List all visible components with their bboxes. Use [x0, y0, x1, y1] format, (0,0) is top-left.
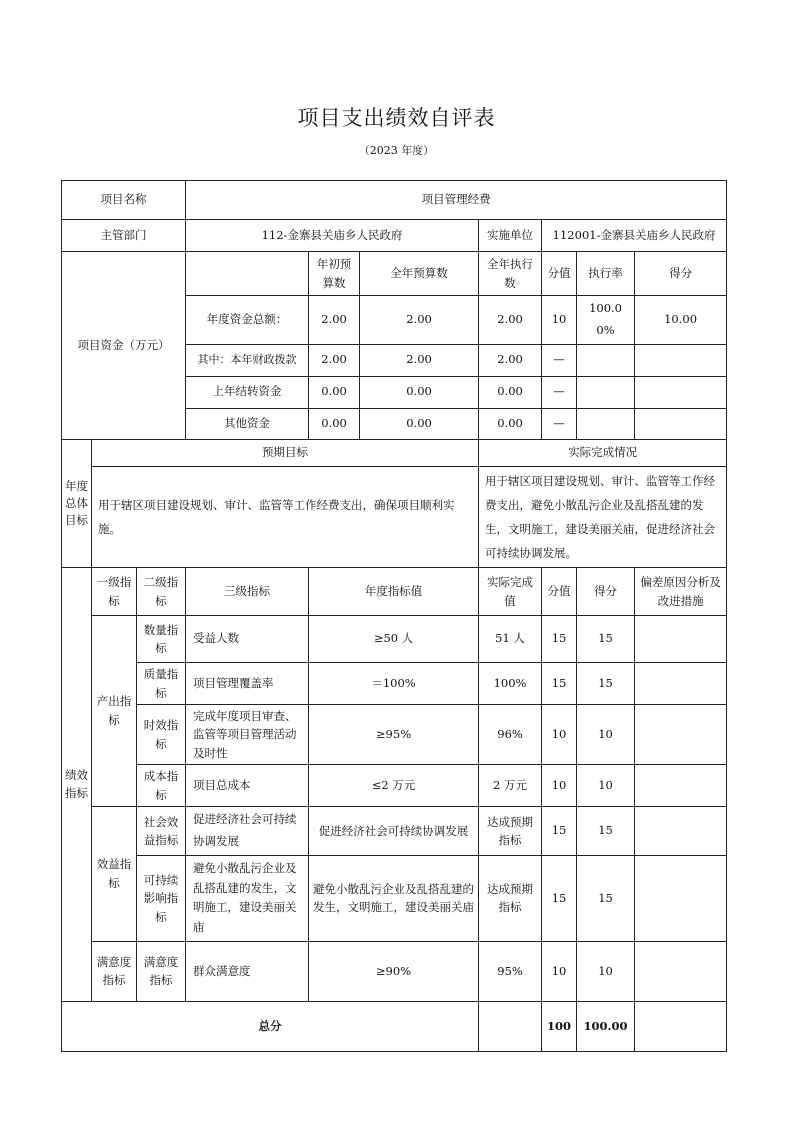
goals-header-row [62, 439, 727, 466]
indicator-score: 10 [577, 765, 635, 807]
goals-content-row [62, 466, 727, 568]
indicator-row [62, 941, 727, 1001]
funds-header-executed: 全年执行数 [479, 252, 542, 296]
funds-row-score [635, 376, 727, 408]
indicator-target: ＝100% [309, 663, 479, 705]
indicator-level1-satisfaction: 满意度指标 [92, 941, 137, 1001]
indicator-target: 促进经济社会可持续协调发展 [309, 807, 479, 856]
total-deviation-blank [635, 1001, 727, 1051]
indicator-level2: 数量指标 [137, 616, 186, 663]
self-evaluation-table [61, 180, 727, 1052]
indicator-level2: 满意度指标 [137, 941, 186, 1001]
funds-row-annual: 2.00 [360, 344, 479, 376]
indicator-score: 10 [577, 941, 635, 1001]
indicator-level3: 群众满意度 [186, 941, 309, 1001]
goals-actual-text: 用于辖区项目建设规划、审计、监管等工作经费支出，避免小散乱污企业及乱搭乱建的发生，文明施工，建设美丽关庙，促进经济社会可持续协调发展。 [479, 466, 727, 568]
indicator-row [62, 765, 727, 807]
indicator-actual: 2 万元 [479, 765, 542, 807]
indicator-level2: 时效指标 [137, 705, 186, 765]
total-weight: 100 [542, 1001, 577, 1051]
indicator-target: ≥90% [309, 941, 479, 1001]
indicator-actual: 达成预期指标 [479, 855, 542, 941]
indicator-actual: 96% [479, 705, 542, 765]
indicator-score: 15 [577, 616, 635, 663]
indicator-header-weight: 分值 [542, 568, 577, 616]
indicator-weight: 15 [542, 855, 577, 941]
indicator-header-level1: 一级指标 [92, 568, 137, 616]
funds-row-weight: 10 [542, 296, 577, 345]
indicator-row [62, 807, 727, 856]
department-row [62, 220, 727, 252]
funds-header-rate: 执行率 [577, 252, 635, 296]
funds-row-initial: 2.00 [309, 296, 360, 345]
indicator-deviation [635, 765, 727, 807]
funds-header-score: 得分 [635, 252, 727, 296]
indicator-deviation [635, 941, 727, 1001]
indicator-level2: 社会效益指标 [137, 807, 186, 856]
indicator-level2: 成本指标 [137, 765, 186, 807]
funds-header-annual: 全年预算数 [360, 252, 479, 296]
indicator-level3: 促进经济社会可持续协调发展 [186, 807, 309, 856]
impl-value: 112001-金寨县关庙乡人民政府 [542, 220, 727, 252]
impl-label: 实施单位 [479, 220, 542, 252]
funds-row-initial: 2.00 [309, 344, 360, 376]
indicator-target: ≥95% [309, 705, 479, 765]
indicator-weight: 15 [542, 663, 577, 705]
total-score: 100.00 [577, 1001, 635, 1051]
project-name-value: 项目管理经费 [186, 181, 727, 220]
funds-header-weight: 分值 [542, 252, 577, 296]
indicator-weight: 10 [542, 765, 577, 807]
funds-row-rate [577, 408, 635, 439]
indicator-weight: 10 [542, 941, 577, 1001]
indicator-deviation [635, 616, 727, 663]
indicator-row [62, 705, 727, 765]
indicator-row [62, 663, 727, 705]
funds-row-executed: 0.00 [479, 376, 542, 408]
goals-label: 年度总体目标 [62, 439, 92, 567]
indicator-deviation [635, 807, 727, 856]
funds-row-rate [577, 376, 635, 408]
dept-value: 112-金寨县关庙乡人民政府 [186, 220, 479, 252]
document-subtitle: （2023 年度） [358, 144, 435, 157]
project-name-row [62, 181, 727, 220]
indicator-actual: 51 人 [479, 616, 542, 663]
funds-row-weight: — [542, 408, 577, 439]
indicator-deviation [635, 663, 727, 705]
dept-label: 主管部门 [62, 220, 186, 252]
funds-label: 项目资金（万元） [62, 252, 186, 440]
project-name-label: 项目名称 [62, 181, 186, 220]
indicator-level1-benefit: 效益指标 [92, 807, 137, 942]
total-label: 总分 [62, 1001, 479, 1051]
indicator-actual: 100% [479, 663, 542, 705]
indicator-score: 15 [577, 663, 635, 705]
goals-actual-header: 实际完成情况 [479, 439, 727, 466]
funds-header-row [62, 252, 727, 296]
funds-row-rate: 100.00% [577, 296, 635, 345]
funds-row-label: 其中：本年财政拨款 [186, 344, 309, 376]
indicator-header-deviation: 偏差原因分析及改进措施 [635, 568, 727, 616]
funds-row-score [635, 408, 727, 439]
indicator-row [62, 855, 727, 941]
indicator-level3: 项目总成本 [186, 765, 309, 807]
document-title: 项目支出绩效自评表 [297, 106, 496, 130]
indicator-weight: 15 [542, 807, 577, 856]
funds-row-initial: 0.00 [309, 408, 360, 439]
funds-row-label: 其他资金 [186, 408, 309, 439]
indicator-header-row [62, 568, 727, 616]
indicator-weight: 10 [542, 705, 577, 765]
indicator-score: 15 [577, 855, 635, 941]
indicator-header-level2: 二级指标 [137, 568, 186, 616]
indicator-level2: 可持续影响指标 [137, 855, 186, 941]
funds-row-score: 10.00 [635, 296, 727, 345]
goals-expected-text: 用于辖区项目建设规划、审计、监管等工作经费支出，确保项目顺利实施。 [92, 466, 479, 568]
funds-row-annual: 0.00 [360, 376, 479, 408]
funds-header-initial: 年初预算数 [309, 252, 360, 296]
goals-expected-header: 预期目标 [92, 439, 479, 466]
funds-row-weight: — [542, 344, 577, 376]
indicator-level1-output: 产出指标 [92, 616, 137, 807]
indicator-target: ≥50 人 [309, 616, 479, 663]
funds-row-annual: 0.00 [360, 408, 479, 439]
indicator-level3: 受益人数 [186, 616, 309, 663]
indicator-header-target: 年度指标值 [309, 568, 479, 616]
indicator-target: 避免小散乱污企业及乱搭乱建的发生，文明施工，建设美丽关庙 [309, 855, 479, 941]
indicators-label: 绩效指标 [62, 568, 92, 1002]
funds-header-blank [186, 252, 309, 296]
total-actual-blank [479, 1001, 542, 1051]
indicator-level3: 项目管理覆盖率 [186, 663, 309, 705]
funds-row-annual: 2.00 [360, 296, 479, 345]
indicator-level2: 质量指标 [137, 663, 186, 705]
funds-row-executed: 2.00 [479, 344, 542, 376]
indicator-actual: 95% [479, 941, 542, 1001]
indicator-level3: 避免小散乱污企业及乱搭乱建的发生，文明施工，建设美丽关庙 [186, 855, 309, 941]
indicator-level3: 完成年度项目审查、监管等项目管理活动及时性 [186, 705, 309, 765]
funds-row-executed: 2.00 [479, 296, 542, 345]
funds-row-weight: — [542, 376, 577, 408]
indicator-deviation [635, 855, 727, 941]
indicator-deviation [635, 705, 727, 765]
indicator-header-score: 得分 [577, 568, 635, 616]
funds-row-executed: 0.00 [479, 408, 542, 439]
funds-row-score [635, 344, 727, 376]
indicator-target: ≤2 万元 [309, 765, 479, 807]
funds-row-initial: 0.00 [309, 376, 360, 408]
indicator-score: 10 [577, 705, 635, 765]
indicator-score: 15 [577, 807, 635, 856]
funds-row-label: 年度资金总额： [186, 296, 309, 345]
funds-row-rate [577, 344, 635, 376]
indicator-weight: 15 [542, 616, 577, 663]
indicator-header-level3: 三级指标 [186, 568, 309, 616]
indicator-actual: 达成预期指标 [479, 807, 542, 856]
funds-row-label: 上年结转资金 [186, 376, 309, 408]
total-row [62, 1001, 727, 1051]
indicator-header-actual: 实际完成值 [479, 568, 542, 616]
indicator-row [62, 616, 727, 663]
